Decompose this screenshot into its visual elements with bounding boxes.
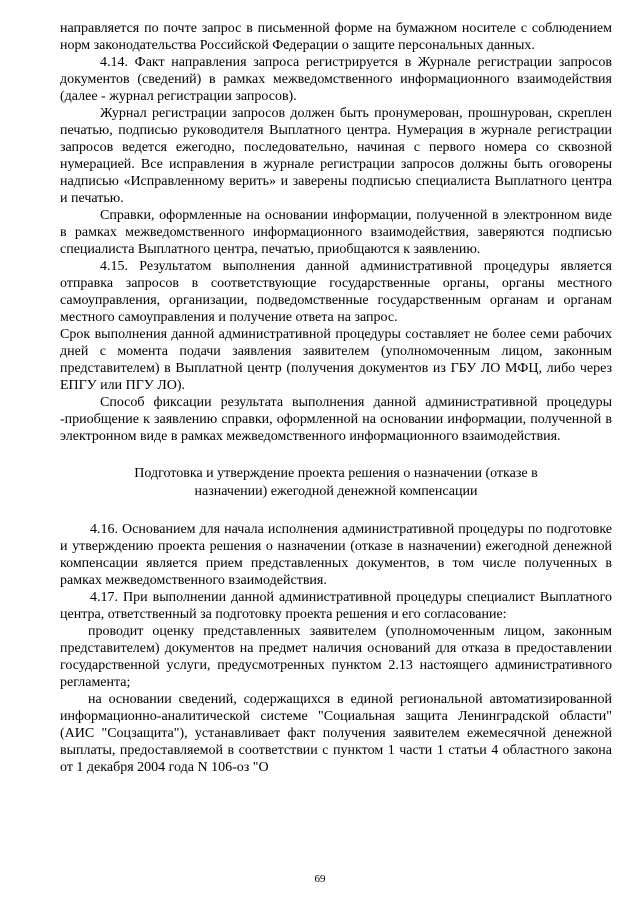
paragraph-continuation: направляется по почте запрос в письменной форме на бумажном носителе с соблюдением норм законодательства Российской Федерации о защите персональных данных. — [60, 21, 612, 53]
section-heading — [60, 465, 612, 501]
paragraph-4-15: 4.15. Результатом выполнения данной административной процедуры является отправка запросов в соответствующие государственные органы, органы местного самоуправления, организации, подведомственные государственным органам и органам местного самоуправления и получение ответа на запрос. — [60, 259, 612, 325]
paragraph-fixation-method: Способ фиксации результата выполнения данной административной процедуры -приобщение к заявлению справки, оформленной на основании информации, полученной в электронном виде в рамках межведомственного информационного взаимодействия. — [60, 395, 612, 444]
paragraph-4-17: 4.17. При выполнении данной административной процедуры специалист Выплатного центра, ответственный за подготовку проекта решения и его согласование: — [60, 590, 612, 622]
section-heading-line-1: Подготовка и утверждение проекта решения о назначении (отказе в — [134, 466, 538, 481]
paragraph-journal: Журнал регистрации запросов должен быть пронумерован, прошнурован, скреплен печатью, подписью руководителя Выплатного центра. Нумерация в журнале регистрации запросов ведется ежегодно, последовательно, начиная с первого номера со сквозной нумерацией. Все исправления в журнале регистрации запросов должны быть оговорены надписью «Исправленному верить» и заверены подписью специалиста Выплатного центра и печатью. — [60, 106, 612, 206]
page-number: 69 — [314, 873, 326, 885]
paragraph-certificates: Справки, оформленные на основании информации, полученной в электронном виде в рамках межведомственного информационного взаимодействия, заверяются подписью специалиста Выплатного центра, печатью, приобщаются к заявлению. — [60, 208, 612, 257]
paragraph-4-16: 4.16. Основанием для начала исполнения административной процедуры по подготовке и утверждению проекта решения о назначении (отказе в назначении) ежегодной денежной компенсации является прием представленных документов, в том числе полученных в рамках межведомственного взаимодействия. — [60, 522, 612, 588]
paragraph-deadline: Срок выполнения данной административной процедуры составляет не более семи рабочих дней с момента подачи заявления заявителем (уполномоченным лицом, законным представителем) в Выплатной центр (получения документов из ГБУ ЛО МФЦ, либо через ЕПГУ или ПГУ ЛО). — [60, 327, 612, 393]
paragraph-assessment: проводит оценку представленных заявителем (уполномоченным лицом, законным представителем) документов на предмет наличия оснований для отказа в предоставлении государственной услуги, предусмотренных пунктом 2.13 настоящего административного регламента; — [60, 624, 612, 690]
paragraph-ais-check: на основании сведений, содержащихся в единой региональной автоматизированной информационно-аналитической системе "Социальная защита Ленинградской области" (АИС "Соцзащита"), устанавливает факт получения заявителем ежемесячной денежной выплаты, предоставляемой в соответствии с пунктом 1 части 1 статьи 4 областного закона от 1 декабря 2004 года N 106-оз "О — [60, 692, 612, 775]
section-heading-line-2: назначении) ежегодной денежной компенсации — [194, 484, 478, 499]
document-page — [60, 20, 612, 776]
paragraph-4-14: 4.14. Факт направления запроса регистрируется в Журнале регистрации запросов документов (сведений) в рамках межведомственного информационного взаимодействия (далее - журнал регистрации запросов). — [60, 55, 612, 104]
